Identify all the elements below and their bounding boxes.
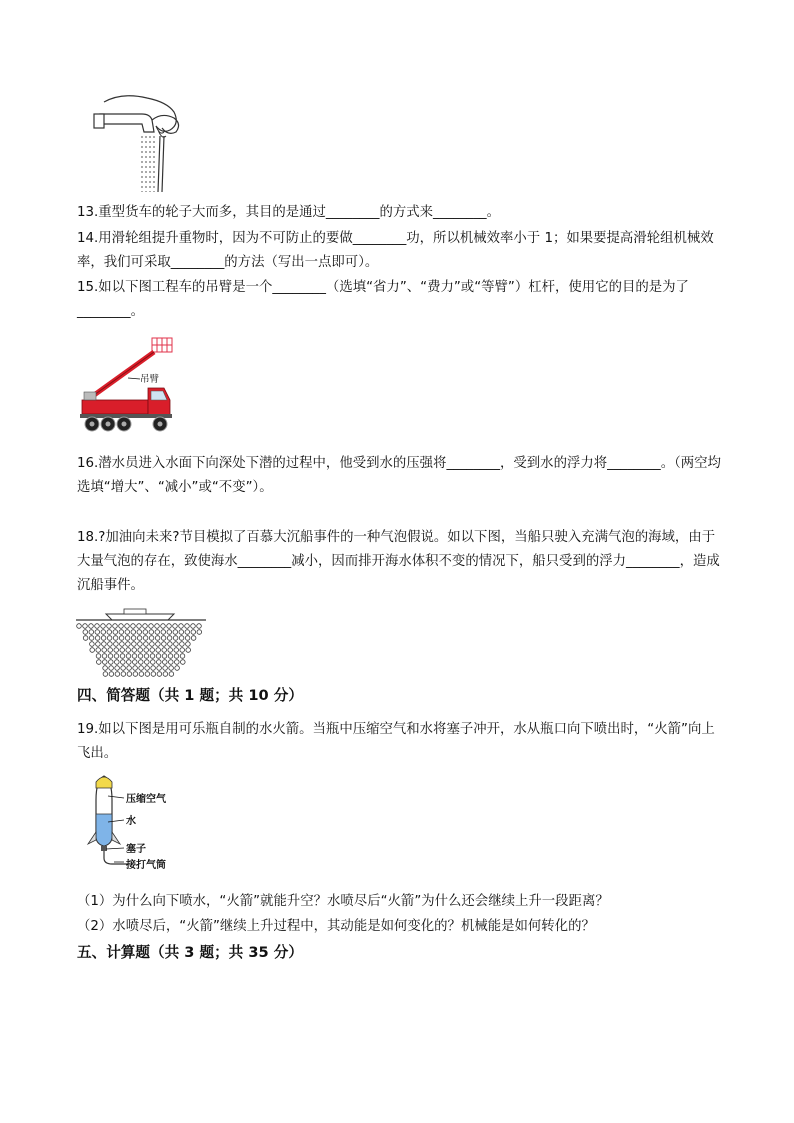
bubble: [120, 654, 125, 659]
bubble: [162, 648, 167, 653]
bubble: [137, 636, 142, 641]
bubble: [161, 636, 166, 641]
bubble: [95, 624, 100, 629]
water-rocket-figure: [84, 774, 194, 874]
bubble: [133, 660, 138, 665]
faucet-figure: [92, 92, 187, 194]
bubble: [186, 642, 191, 647]
bubble: [151, 660, 156, 665]
bubble: [114, 654, 119, 659]
bubble: [145, 660, 150, 665]
bubble: [149, 636, 154, 641]
bubble: [150, 654, 155, 659]
bubble: [155, 630, 160, 635]
bubble: [173, 636, 178, 641]
bubble: [168, 642, 173, 647]
bubble: [151, 672, 156, 677]
bubble: [108, 648, 113, 653]
bubble: [114, 648, 119, 653]
bubble: [109, 660, 114, 665]
bubble: [149, 624, 154, 629]
bubble: [144, 654, 149, 659]
bubble: [133, 666, 138, 671]
bubble: [167, 630, 172, 635]
bubble: [163, 666, 168, 671]
question-15: 15.如以下图工程车的吊臂是一个________（选填“省力”、“费力”或“等臂”）杠杆，使用它的目的是为了________。: [77, 280, 689, 319]
bubble: [126, 642, 131, 647]
bubble: [149, 630, 154, 635]
bubble: [139, 672, 144, 677]
bubble: [107, 624, 112, 629]
bubble: [83, 636, 88, 641]
bubble: [119, 630, 124, 635]
bubble: [101, 624, 106, 629]
bubble: [197, 624, 202, 629]
bubble: [180, 648, 185, 653]
bubble: [156, 642, 161, 647]
bubble: [139, 666, 144, 671]
bubble: [186, 648, 191, 653]
bubble: [132, 648, 137, 653]
bubble: [103, 672, 108, 677]
bubble: [138, 654, 143, 659]
bubble: [126, 654, 131, 659]
bubble: [155, 624, 160, 629]
bubble: [103, 660, 108, 665]
bubble: [127, 660, 132, 665]
faucet-hand-illustration: [92, 92, 187, 194]
bubble: [113, 630, 118, 635]
label-compressed-air: 压缩空气: [126, 794, 166, 805]
bubble: [83, 630, 88, 635]
bubble: [121, 666, 126, 671]
question-16: 16.潜水员进入水面下向深处下潜的过程中，他受到水的压强将________，受到水的浮力将________。（两空均选填“增大”、“减小”或“不变”）。: [77, 456, 721, 495]
bubble: [115, 660, 120, 665]
bubble: [191, 624, 196, 629]
bubble: [156, 648, 161, 653]
bubble: [96, 654, 101, 659]
bubble: [125, 630, 130, 635]
bubble: [120, 642, 125, 647]
bubble: [109, 672, 114, 677]
bubble: [162, 654, 167, 659]
bubble: [180, 642, 185, 647]
bubble: [179, 630, 184, 635]
bubble: [113, 624, 118, 629]
ship-bubbles-figure: [76, 606, 206, 680]
bubble: [180, 654, 185, 659]
bubble: [197, 630, 202, 635]
bubble: [175, 660, 180, 665]
bubble: [169, 660, 174, 665]
bubble: [127, 672, 132, 677]
bubble: [174, 654, 179, 659]
bubble: [150, 648, 155, 653]
bubble: [168, 648, 173, 653]
bubble: [102, 648, 107, 653]
bubble: [101, 630, 106, 635]
bubble: [169, 672, 174, 677]
bubble: [119, 624, 124, 629]
bubble: [144, 642, 149, 647]
bubble: [121, 660, 126, 665]
question-19-sub-1: （1）为什么向下喷水，“火箭”就能升空？水喷尽后“火箭”为什么还会继续上升一段距离？: [77, 894, 609, 909]
section-5-heading: 五、计算题（共 3 题；共 35 分）: [77, 944, 303, 961]
bubble: [143, 624, 148, 629]
bubble: [115, 672, 120, 677]
bubble: [139, 660, 144, 665]
bubble: [96, 648, 101, 653]
bubble: [145, 672, 150, 677]
bubble: [161, 624, 166, 629]
bubble: [108, 642, 113, 647]
bubble: [173, 624, 178, 629]
bubble: [156, 654, 161, 659]
bubble: [102, 642, 107, 647]
bubble: [89, 636, 94, 641]
bubble: [125, 636, 130, 641]
bubble: [95, 630, 100, 635]
bubble: [143, 630, 148, 635]
bubble: [102, 654, 107, 659]
bubble: [145, 666, 150, 671]
bubble: [179, 624, 184, 629]
boom-label: 吊臂: [140, 374, 160, 385]
bubble: [132, 642, 137, 647]
bubble: [133, 672, 138, 677]
question-19: 19.如以下图是用可乐瓶自制的水火箭。当瓶中压缩空气和水将塞子冲开，水从瓶口向下喷出时，“火箭”向上飞出。: [77, 722, 715, 761]
bubble: [77, 624, 82, 629]
label-plug: 塞子: [126, 844, 146, 855]
bubble: [127, 666, 132, 671]
bubble: [90, 642, 95, 647]
bubble: [163, 672, 168, 677]
bubble: [90, 648, 95, 653]
bubble: [132, 654, 137, 659]
bubble: [167, 636, 172, 641]
bubble: [107, 630, 112, 635]
section-4-heading: 四、简答题（共 1 题；共 10 分）: [77, 687, 303, 704]
bubble: [167, 624, 172, 629]
water-rocket-illustration: [84, 774, 194, 874]
bubble: [138, 642, 143, 647]
bubble: [185, 630, 190, 635]
bubble: [115, 666, 120, 671]
bubble: [169, 666, 174, 671]
bubble: [143, 636, 148, 641]
bubble: [174, 642, 179, 647]
bubble: [108, 654, 113, 659]
bubble: [151, 666, 156, 671]
bubble: [185, 636, 190, 641]
bubble: [114, 642, 119, 647]
bubble: [121, 672, 126, 677]
bubble: [107, 636, 112, 641]
question-18: 18.?加油向未来?节目模拟了百慕大沉船事件的一种气泡假说。如以下图，当船只驶入充满气泡的海域，由于大量气泡的存在，致使海水________减小，因而排开海水体积不变的情况下，船只受到的浮力________，造成沉船事件。: [77, 530, 720, 593]
bubble: [173, 630, 178, 635]
question-19-sub-2: （2）水喷尽后，“火箭”继续上升过程中，其动能是如何变化的？机械能是如何转化的？: [77, 919, 595, 934]
bubble: [95, 636, 100, 641]
question-14: 14.用滑轮组提升重物时，因为不可防止的要做________功，所以机械效率小于 1；如果要提高滑轮组机械效率，我们可采取________的方法（写出一点即可）。: [77, 231, 714, 270]
bubble: [119, 636, 124, 641]
bubble: [113, 636, 118, 641]
bubble: [96, 642, 101, 647]
bubble: [181, 660, 186, 665]
bubble: [155, 636, 160, 641]
bubble: [137, 624, 142, 629]
bubble: [168, 654, 173, 659]
bubble: [150, 642, 155, 647]
label-water: 水: [126, 816, 136, 827]
bubble: [131, 624, 136, 629]
bubble: [175, 666, 180, 671]
bubble: [101, 636, 106, 641]
ship-bubbles-illustration: [76, 606, 206, 680]
bubble: [161, 630, 166, 635]
bubble: [191, 630, 196, 635]
bubble: [89, 624, 94, 629]
bubble: [89, 630, 94, 635]
label-pump: 接打气筒: [126, 860, 166, 871]
bubble: [163, 660, 168, 665]
bubble: [131, 636, 136, 641]
question-13: 13.重型货车的轮子大而多，其目的是通过________的方式来________。: [77, 205, 501, 220]
bubble: [157, 660, 162, 665]
bubble: [126, 648, 131, 653]
bubble: [83, 624, 88, 629]
bubble: [137, 630, 142, 635]
bubble: [157, 666, 162, 671]
crane-truck-illustration: [80, 336, 180, 438]
bubble: [174, 648, 179, 653]
bubble: [97, 660, 102, 665]
bubble: [185, 624, 190, 629]
bubble: [125, 624, 130, 629]
bubble: [109, 666, 114, 671]
bubble: [179, 636, 184, 641]
bubble: [138, 648, 143, 653]
bubble: [131, 630, 136, 635]
bubble: [191, 636, 196, 641]
bubble: [103, 666, 108, 671]
bubble: [162, 642, 167, 647]
bubble: [157, 672, 162, 677]
bubble: [144, 648, 149, 653]
crane-truck-figure: [80, 336, 180, 438]
bubble: [120, 648, 125, 653]
